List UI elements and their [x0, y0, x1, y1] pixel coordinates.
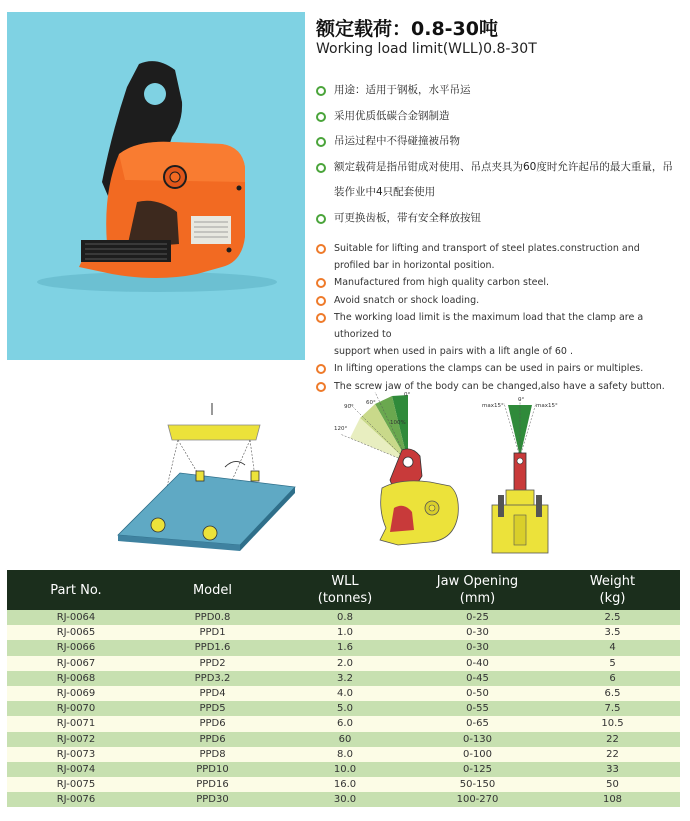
list-item: 额定载荷是指吊钳成对使用、吊点夹具为60度时允许起吊的最大重量，吊: [316, 155, 684, 181]
weight-cell: 2.5: [545, 610, 680, 625]
model-cell: PPD1: [145, 625, 280, 640]
wll-cell: 0.8: [280, 610, 410, 625]
part-no-cell: RJ-0071: [7, 716, 145, 731]
jaw-opening-cell: 0-55: [410, 701, 545, 716]
column-header-part-no: Part No.: [7, 570, 145, 610]
weight-cell: 4: [545, 640, 680, 655]
table-row: [7, 625, 680, 640]
circle-bullet-icon: [316, 214, 326, 224]
wll-cell: 2.0: [280, 656, 410, 671]
column-header-jaw-opening: Jaw Opening (mm): [410, 570, 545, 610]
weight-cell: 6.5: [545, 686, 680, 701]
clamp-angle-diagram: [320, 390, 470, 560]
table-row: [7, 792, 680, 807]
list-item: 采用优质低碳合金钢制造: [316, 104, 684, 130]
column-header-wll: WLL (tonnes): [280, 570, 410, 610]
angle-label: 120°: [334, 426, 348, 432]
table-row: [7, 701, 680, 716]
wll-cell: 8.0: [280, 747, 410, 762]
angle-label: 60°: [366, 400, 376, 406]
table-row: [7, 777, 680, 792]
list-item: Avoid snatch or shock loading.: [316, 292, 684, 309]
part-no-cell: RJ-0067: [7, 656, 145, 671]
table-header-row: [7, 570, 680, 610]
jaw-opening-cell: 0-130: [410, 732, 545, 747]
part-no-cell: RJ-0073: [7, 747, 145, 762]
circle-bullet-icon: [316, 313, 326, 323]
model-cell: PPD5: [145, 701, 280, 716]
circle-bullet-icon: [316, 112, 326, 122]
part-no-cell: RJ-0066: [7, 640, 145, 655]
part-no-cell: RJ-0074: [7, 762, 145, 777]
table-row: [7, 747, 680, 762]
jaw-opening-cell: 0-100: [410, 747, 545, 762]
circle-bullet-icon: [316, 296, 326, 306]
part-no-cell: RJ-0065: [7, 625, 145, 640]
model-cell: PPD10: [145, 762, 280, 777]
page-title-chinese: 额定载荷：0.8-30吨: [316, 18, 498, 40]
feature-list-chinese: [316, 78, 684, 231]
jaw-opening-cell: 0-30: [410, 625, 545, 640]
part-no-cell: RJ-0076: [7, 792, 145, 807]
circle-bullet-icon: [316, 163, 326, 173]
model-cell: PPD3.2: [145, 671, 280, 686]
wll-cell: 6.0: [280, 716, 410, 731]
table-row: [7, 640, 680, 655]
table-row: [7, 762, 680, 777]
part-no-cell: RJ-0064: [7, 610, 145, 625]
list-item: Suitable for lifting and transport of steel plates.construction and: [316, 240, 684, 257]
weight-cell: 33: [545, 762, 680, 777]
list-item: 可更换齿板，带有安全释放按钮: [316, 206, 684, 232]
model-cell: PPD2: [145, 656, 280, 671]
model-cell: PPD4: [145, 686, 280, 701]
weight-cell: 22: [545, 747, 680, 762]
list-item-continuation: 装作业中4只配套使用: [334, 186, 436, 198]
wll-cell: 5.0: [280, 701, 410, 716]
circle-bullet-icon: [316, 244, 326, 254]
wll-cell: 16.0: [280, 777, 410, 792]
weight-cell: 108: [545, 792, 680, 807]
part-no-cell: RJ-0075: [7, 777, 145, 792]
weight-cell: 3.5: [545, 625, 680, 640]
circle-bullet-icon: [316, 364, 326, 374]
weight-cell: 7.5: [545, 701, 680, 716]
table-row: [7, 716, 680, 731]
model-cell: PPD30: [145, 792, 280, 807]
wll-cell: 10.0: [280, 762, 410, 777]
list-item: The working load limit is the maximum load that the clamp are a uthorized to: [316, 309, 684, 343]
table-row: [7, 656, 680, 671]
part-no-cell: RJ-0070: [7, 701, 145, 716]
clamp-front-diagram: [478, 395, 578, 560]
angle-label: 90°: [344, 404, 354, 410]
model-cell: PPD0.8: [145, 610, 280, 625]
table-row: [7, 686, 680, 701]
model-cell: PPD6: [145, 716, 280, 731]
wll-cell: 4.0: [280, 686, 410, 701]
weight-cell: 50: [545, 777, 680, 792]
jaw-opening-cell: 0-25: [410, 610, 545, 625]
jaw-opening-cell: 0-45: [410, 671, 545, 686]
circle-bullet-icon: [316, 278, 326, 288]
table-row: [7, 610, 680, 625]
product-photo: [7, 12, 305, 360]
list-item-continuation: support when used in pairs with a lift angle of 60 .: [334, 346, 573, 358]
jaw-opening-cell: 0-30: [410, 640, 545, 655]
weight-cell: 5: [545, 656, 680, 671]
model-cell: PPD1.6: [145, 640, 280, 655]
column-header-weight: Weight (kg): [545, 570, 680, 610]
angle-label: 0°: [404, 392, 411, 398]
specification-table: [7, 570, 680, 807]
weight-cell: 10.5: [545, 716, 680, 731]
table-row: [7, 732, 680, 747]
wll-cell: 3.2: [280, 671, 410, 686]
circle-bullet-icon: [316, 137, 326, 147]
lifting-setup-diagram: [110, 395, 305, 560]
circle-bullet-icon: [316, 86, 326, 96]
list-item-continuation: profiled bar in horizontal position.: [334, 260, 495, 272]
model-cell: PPD8: [145, 747, 280, 762]
list-item: 吊运过程中不得碰撞被吊物: [316, 129, 684, 155]
list-item: Manufactured from high quality carbon steel.: [316, 274, 684, 291]
angle-label: 100%: [390, 420, 406, 426]
wll-cell: 30.0: [280, 792, 410, 807]
part-no-cell: RJ-0068: [7, 671, 145, 686]
part-no-cell: RJ-0072: [7, 732, 145, 747]
angle-label: max15°: [482, 403, 504, 409]
angle-label: max15°: [536, 403, 558, 409]
jaw-opening-cell: 0-50: [410, 686, 545, 701]
list-item: The screw jaw of the body can be changed,also have a safety button.: [316, 378, 684, 395]
column-header-model: Model: [145, 570, 280, 610]
list-item: 用途：适用于钢板，水平吊运: [316, 78, 684, 104]
model-cell: PPD6: [145, 732, 280, 747]
weight-cell: 6: [545, 671, 680, 686]
model-cell: PPD16: [145, 777, 280, 792]
jaw-opening-cell: 100-270: [410, 792, 545, 807]
plate-clamp-illustration: [7, 12, 305, 360]
jaw-opening-cell: 0-65: [410, 716, 545, 731]
feature-list-english: [316, 240, 684, 395]
angle-label: 0°: [518, 397, 525, 403]
page-title-english: Working load limit(WLL)0.8-30T: [316, 41, 537, 57]
wll-cell: 1.6: [280, 640, 410, 655]
wll-cell: 60: [280, 732, 410, 747]
list-item: In lifting operations the clamps can be used in pairs or multiples.: [316, 360, 684, 377]
jaw-opening-cell: 50-150: [410, 777, 545, 792]
jaw-opening-cell: 0-40: [410, 656, 545, 671]
wll-cell: 1.0: [280, 625, 410, 640]
jaw-opening-cell: 0-125: [410, 762, 545, 777]
weight-cell: 22: [545, 732, 680, 747]
table-row: [7, 671, 680, 686]
part-no-cell: RJ-0069: [7, 686, 145, 701]
